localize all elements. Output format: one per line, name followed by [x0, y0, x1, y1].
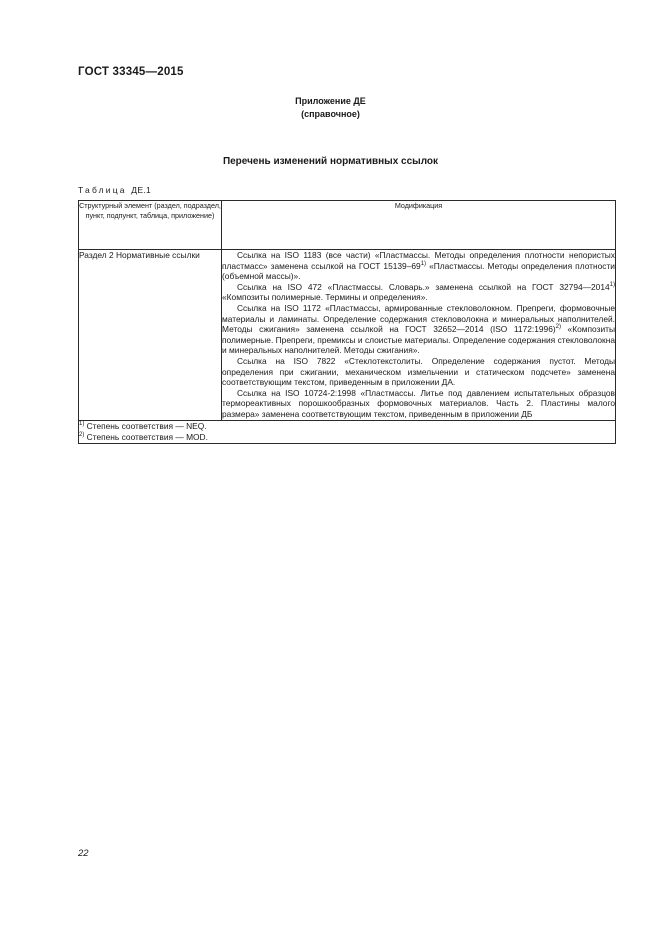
appendix-title: Приложение ДЕ: [295, 96, 366, 106]
modification-cell: [222, 250, 616, 421]
changes-table: [78, 200, 616, 444]
table-header-row: [79, 201, 616, 250]
modification-paragraph: Ссылка на ISO 472 «Пластмассы. Словарь.» заменена ссылкой на ГОСТ 32794—2014$^{1)}$ «Композиты полимерные. Термины и определения».: [222, 281, 615, 303]
section-title: Перечень изменений нормативных ссылок: [222, 156, 439, 167]
document-header: ГОСТ 33345—2015: [78, 66, 184, 78]
modification-paragraph: Ссылка на ISO 1172 «Пластмассы, армированные стекловолокном. Препреги, формовочные материалы и ламинаты. Определение содержания стекловолокна и минеральных наполнителей. Методы сжигания» заменена ссылкой на ГОСТ 32652—2014 (ISO 1172:1996)$^{2)}$ «Композиты полимерные. Препреги, премиксы и слоистые материалы. Определение содержания стекловолокна и минеральных наполнителей. Методы сжигания».: [222, 302, 615, 356]
appendix-kind: (справочное): [301, 109, 360, 119]
column-header-modification: Модификация: [222, 201, 616, 250]
modification-paragraph: Ссылка на ISO 7822 «Стеклотекстолиты. Определение содержания пустот. Методы определения при сжигании, механическом измельчении и статическом подсчете» заменена соответствующим текстом, приведенным в приложении ДА.: [222, 355, 615, 388]
page-number: 22: [78, 848, 89, 859]
table-caption-word: Таблица: [78, 185, 127, 195]
modification-paragraph: Ссылка на ISO 10724-2:1998 «Пластмассы. Литье под давлением испытательных образцов термореактивных порошкообразных формовочных материалов. Часть 2. Пластины малого размера» заменена соответствующим текстом, приведенным в приложении ДБ: [222, 387, 615, 419]
footnote: $^{2)}$ Степень соответствия — MOD.: [79, 431, 208, 442]
footnote: $^{1)}$ Степень соответствия — NEQ.: [79, 420, 207, 431]
footnotes-cell: [79, 420, 616, 443]
table-caption: [78, 185, 151, 195]
modification-paragraph: Ссылка на ISO 1183 (все части) «Пластмассы. Методы определения плотности непористых пластмасс» заменена ссылкой на ГОСТ 15139–69$^{1)}$ «Пластмассы. Методы определения плотности (объемной массы)».: [222, 250, 615, 282]
table-notes-row: [79, 420, 616, 443]
table-row: [79, 250, 616, 421]
column-header-element: Структурный элемент (раздел, подраздел, пункт, подпункт, таблица, приложение): [79, 201, 222, 250]
structural-element-cell: Раздел 2 Нормативные ссылки: [79, 250, 222, 421]
appendix-heading: [0, 95, 661, 121]
table-caption-number: ДЕ.1: [131, 185, 152, 195]
